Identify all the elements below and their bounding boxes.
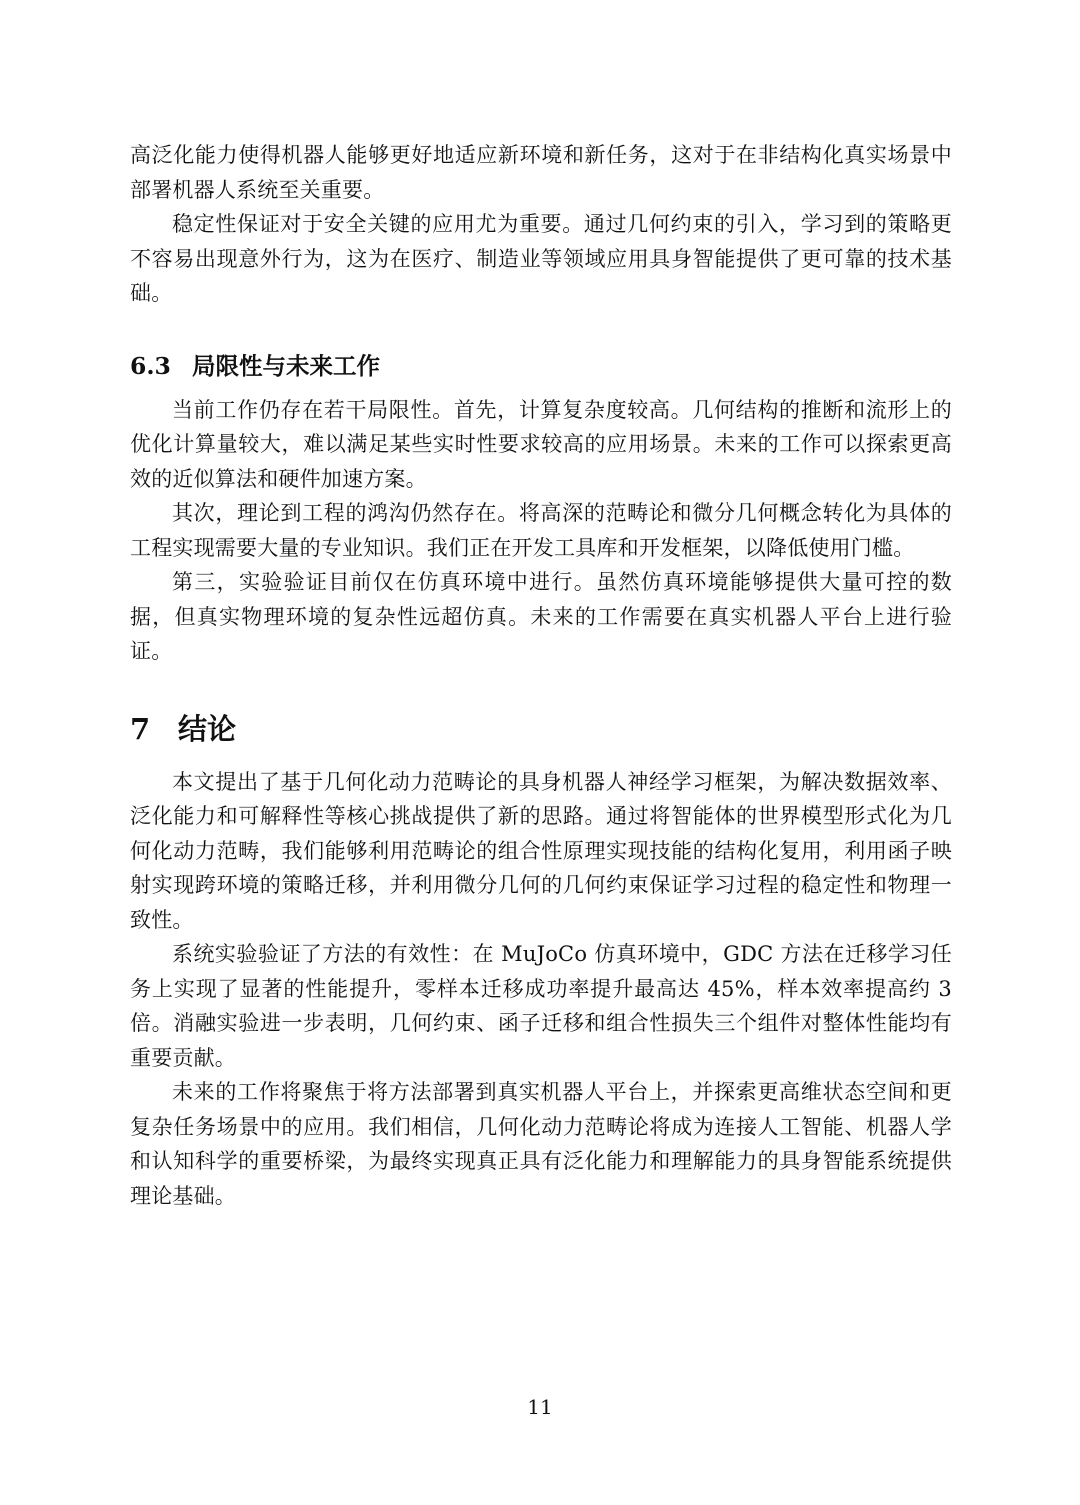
subsection-heading: [130, 349, 952, 383]
body-paragraph: 当前工作仍存在若干局限性。首先，计算复杂度较高。几何结构的推断和流形上的优化计算量较大，难以满足某些实时性要求较高的应用场景。未来的工作可以探索更高效的近似算法和硬件加速方案。: [130, 397, 952, 491]
body-paragraph: 其次，理论到工程的鸿沟仍然存在。将高深的范畴论和微分几何概念转化为具体的工程实现需要大量的专业知识。我们正在开发工具库和开发框架，以降低使用门槛。: [130, 501, 952, 560]
page-content: [130, 138, 952, 1213]
subsection-number: 6.3: [130, 351, 171, 380]
body-paragraph: 第三，实验验证目前仅在仿真环境中进行。虽然仿真环境能够提供大量可控的数据，但真实物理环境的复杂性远超仿真。未来的工作需要在真实机器人平台上进行验证。: [130, 570, 952, 663]
section-title: 结论: [178, 711, 237, 746]
section-number: 7: [130, 711, 151, 746]
body-paragraph: 稳定性保证对于安全关键的应用尤为重要。通过几何约束的引入，学习到的策略更不容易出现意外行为，这为在医疗、制造业等领域应用具身智能提供了更可靠的技术基础。: [130, 212, 952, 305]
page-number: 11: [527, 1395, 553, 1419]
subsection-title: 局限性与未来工作: [192, 351, 380, 380]
body-paragraph: 高泛化能力使得机器人能够更好地适应新环境和新任务，这对于在非结构化真实场景中部署机器人系统至关重要。: [130, 143, 952, 202]
section-heading: [130, 709, 952, 749]
body-paragraph: 未来的工作将聚焦于将方法部署到真实机器人平台上，并探索更高维状态空间和更复杂任务场景中的应用。我们相信，几何化动力范畴论将成为连接人工智能、机器人学和认知科学的重要桥梁，为最终实现真正具有泛化能力和理解能力的具身智能系统提供理论基础。: [130, 1080, 952, 1208]
body-paragraph: 本文提出了基于几何化动力范畴论的具身机器人神经学习框架，为解决数据效率、泛化能力和可解释性等核心挑战提供了新的思路。通过将智能体的世界模型形式化为几何化动力范畴，我们能够利用范畴论的组合性原理实现技能的结构化复用，利用函子映射实现跨环境的策略迁移，并利用微分几何的几何约束保证学习过程的稳定性和物理一致性。: [130, 769, 952, 932]
body-paragraph: 系统实验验证了方法的有效性：在 MuJoCo 仿真环境中，GDC 方法在迁移学习任务上实现了显著的性能提升，零样本迁移成功率提升最高达 45%，样本效率提高约 3 倍。消融实验进一步表明，几何约束、函子迁移和组合性损失三个组件对整体性能均有重要贡献。: [130, 942, 952, 1070]
